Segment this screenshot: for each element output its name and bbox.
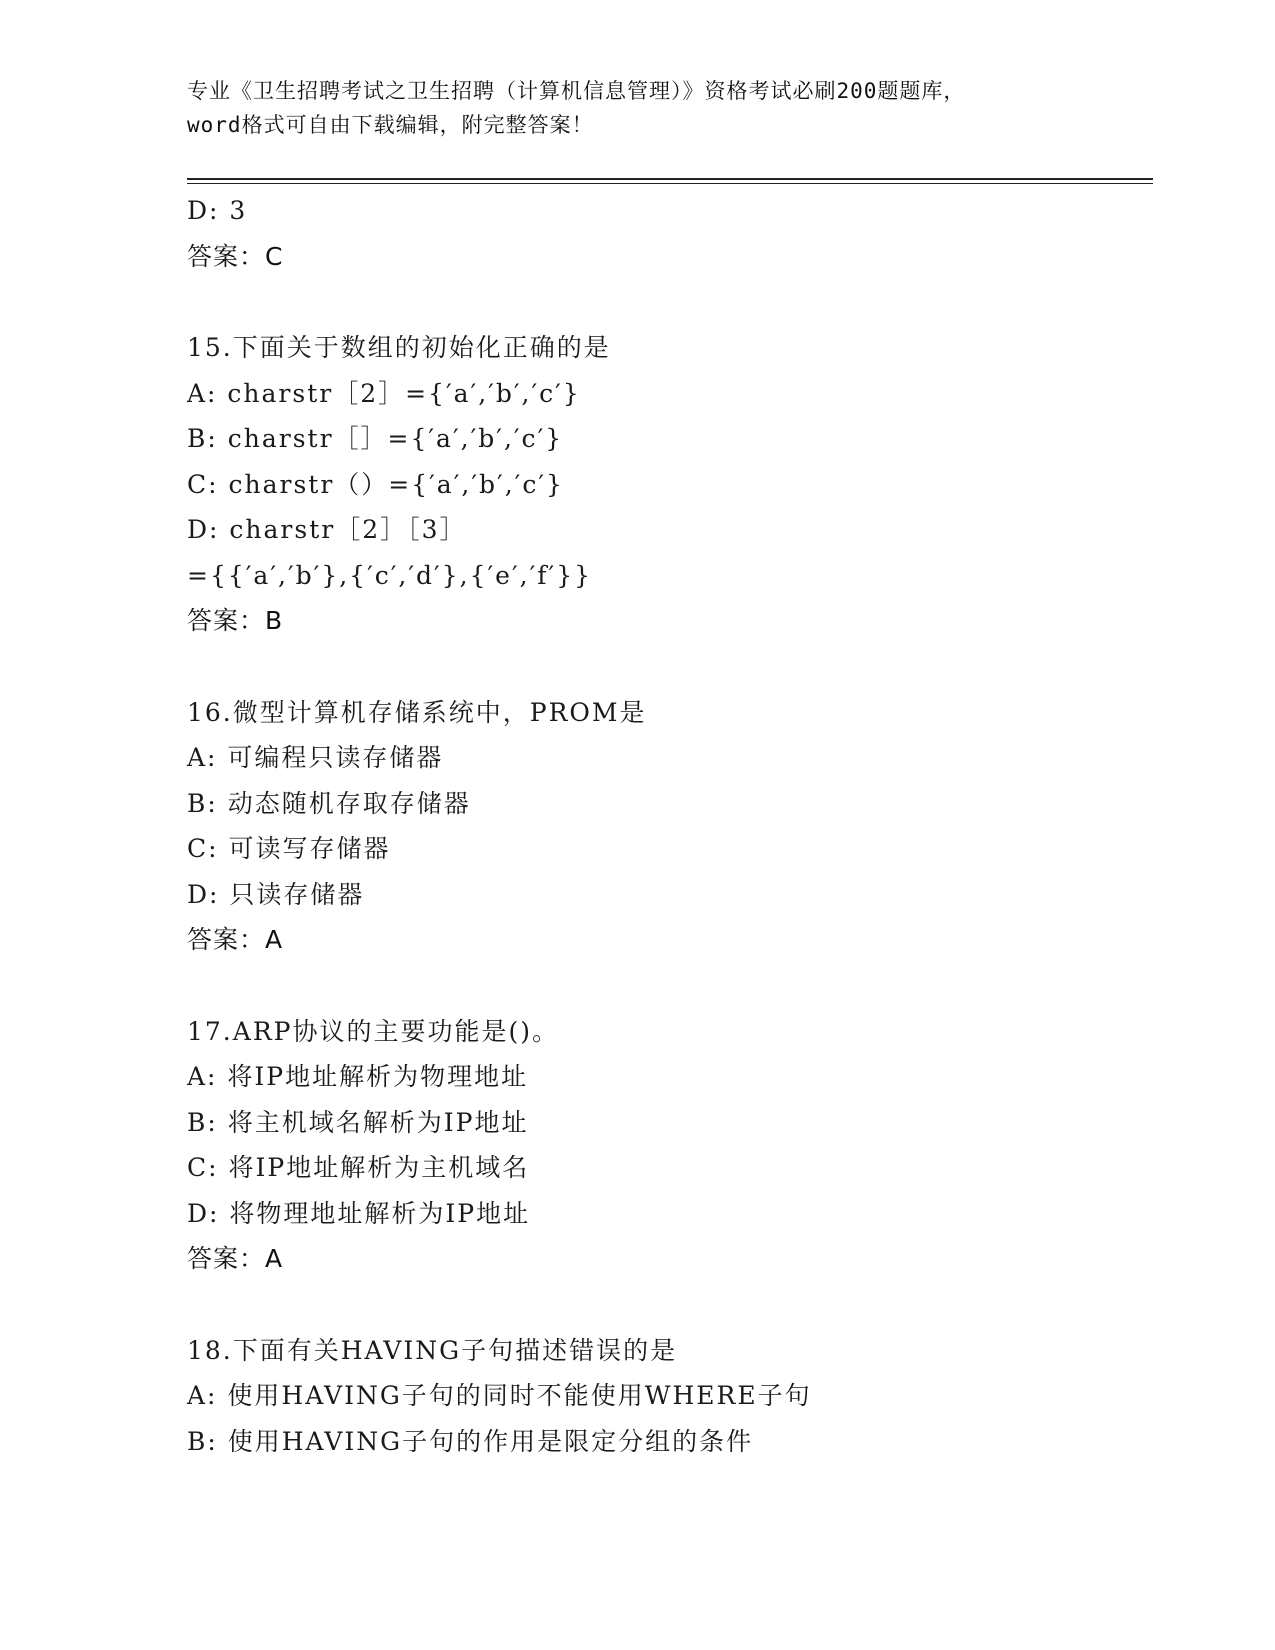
option-d: D: 只读存储器 (187, 879, 365, 909)
header-divider (187, 178, 1153, 184)
answer: 答案：A (187, 925, 284, 954)
question-text: 15.下面关于数组的初始化正确的是 (187, 333, 611, 362)
header-line-1: 专业《卫生招聘考试之卫生招聘（计算机信息管理）》资格考试必刷200题题库， (187, 79, 966, 103)
spacer (187, 644, 1153, 690)
question-16 (187, 690, 1153, 963)
option-b: B: 动态随机存取存储器 (187, 788, 471, 818)
option-d-continued: ={{′a′,′b′},{′c′,′d′},{′e′,′f′}} (187, 560, 593, 590)
option-c: C: 可读写存储器 (187, 834, 391, 863)
question-14-tail (187, 188, 1153, 279)
question-text: 16.微型计算机存储系统中，PROM是 (187, 697, 647, 727)
option-b: B: charstr［］={′a′,′b′,′c′} (187, 424, 564, 453)
answer: 答案：B (187, 606, 284, 635)
spacer (187, 1282, 1153, 1328)
option-a: A: 使用HAVING子句的同时不能使用WHERE子句 (187, 1381, 812, 1410)
option-b: B: 使用HAVING子句的作用是限定分组的条件 (187, 1426, 754, 1456)
question-text: 17.ARP协议的主要功能是()。 (187, 1016, 559, 1046)
option-b: B: 将主机域名解析为IP地址 (187, 1107, 529, 1137)
question-17 (187, 1009, 1153, 1282)
question-18 (187, 1328, 1153, 1465)
option-a: A: 将IP地址解析为物理地址 (187, 1062, 529, 1091)
option-a: A: charstr［2］={′a′,′b′,′c′} (187, 378, 581, 408)
question-text: 18.下面有关HAVING子句描述错误的是 (187, 1335, 678, 1365)
question-15 (187, 325, 1153, 644)
option-d: D: charstr［2］［3］ (187, 515, 467, 544)
option-a: A: 可编程只读存储器 (187, 743, 444, 772)
option-d: D: 3 (187, 196, 248, 225)
spacer (187, 963, 1153, 1009)
spacer (187, 279, 1153, 325)
answer: 答案：A (187, 1244, 284, 1273)
option-d: D: 将物理地址解析为IP地址 (187, 1198, 531, 1228)
option-c: C: charstr（）={′a′,′b′,′c′} (187, 469, 564, 499)
document-header (187, 74, 1087, 142)
option-c: C: 将IP地址解析为主机域名 (187, 1153, 530, 1182)
answer: 答案：C (187, 241, 284, 271)
question-content (187, 188, 1153, 1464)
header-line-2: word格式可自由下载编辑，附完整答案！ (187, 113, 594, 137)
